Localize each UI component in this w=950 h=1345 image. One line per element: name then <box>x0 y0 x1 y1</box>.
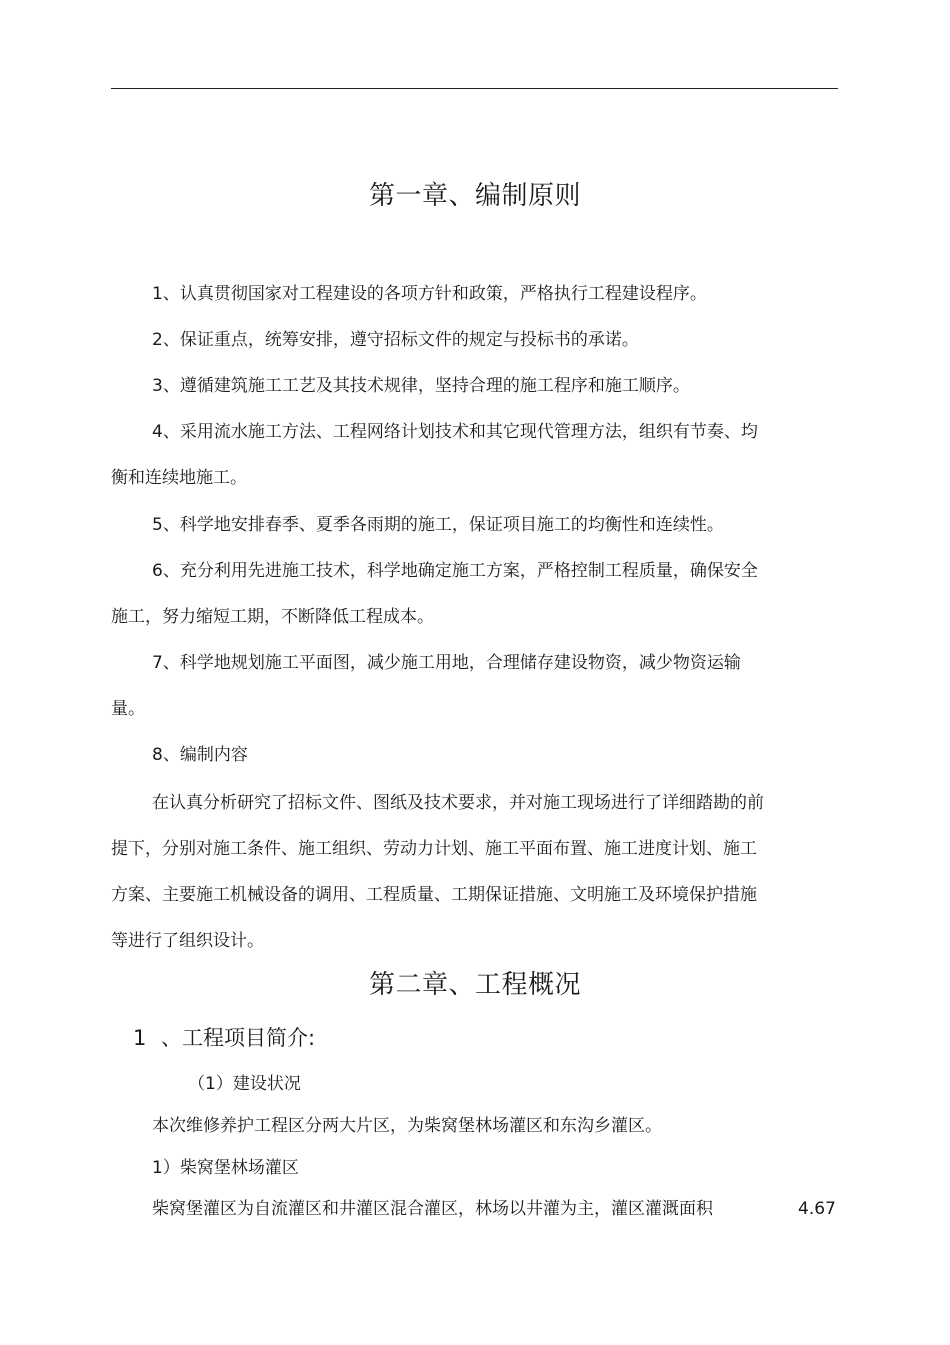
header-rule <box>111 88 838 89</box>
principle-3: 3、遵循建筑施工工艺及其技术规律，坚持合理的施工程序和施工顺序。 <box>152 376 690 396</box>
irrigation-description-line: 柴窝堡灌区为自流灌区和井灌区混合灌区，林场以井灌为主，灌区灌溉面积 <box>152 1199 713 1219</box>
chapter-2-title: 第二章、工程概况 <box>368 970 581 1000</box>
content-paragraph-line-1: 在认真分析研究了招标文件、图纸及技术要求，并对施工现场进行了详细踏勘的前 <box>152 793 764 813</box>
principle-7-cont: 量。 <box>111 699 145 719</box>
content-paragraph-line-2: 提下，分别对施工条件、施工组织、劳动力计划、施工平面布置、施工进度计划、施工 <box>111 839 757 859</box>
principle-4: 4、采用流水施工方法、工程网络计划技术和其它现代管理方法，组织有节奏、均 <box>152 422 758 442</box>
principle-7: 7、科学地规划施工平面图，减少施工用地，合理储存建设物资，减少物资运输 <box>152 653 741 673</box>
principle-4-cont: 衡和连续地施工。 <box>111 468 247 488</box>
section-number: 1 <box>133 1026 147 1050</box>
principle-1: 1、认真贯彻国家对工程建设的各项方针和政策，严格执行工程建设程序。 <box>152 284 707 304</box>
content-paragraph-line-4: 等进行了组织设计。 <box>111 931 264 951</box>
principle-5: 5、科学地安排春季、夏季各雨期的施工，保证项目施工的均衡性和连续性。 <box>152 515 724 535</box>
irrigation-area-heading: 1）柴窝堡林场灌区 <box>152 1158 299 1178</box>
project-area-line: 本次维修养护工程区分两大片区，为柴窝堡林场灌区和东沟乡灌区。 <box>152 1116 662 1136</box>
content-paragraph-line-3: 方案、主要施工机械设备的调用、工程质量、工期保证措施、文明施工及环境保护措施 <box>111 885 757 905</box>
construction-status-heading: （1）建设状况 <box>188 1074 301 1094</box>
principle-2: 2、保证重点，统筹安排，遵守招标文件的规定与投标书的承诺。 <box>152 330 639 350</box>
principle-6: 6、充分利用先进施工技术，科学地确定施工方案，严格控制工程质量，确保安全 <box>152 561 758 581</box>
section-title: 、工程项目简介: <box>161 1026 316 1050</box>
principle-6-cont: 施工，努力缩短工期，不断降低工程成本。 <box>111 607 434 627</box>
principle-8: 8、编制内容 <box>152 745 248 765</box>
irrigation-area-value: 4.67 <box>798 1199 836 1219</box>
chapter-1-title: 第一章、编制原则 <box>368 181 581 211</box>
